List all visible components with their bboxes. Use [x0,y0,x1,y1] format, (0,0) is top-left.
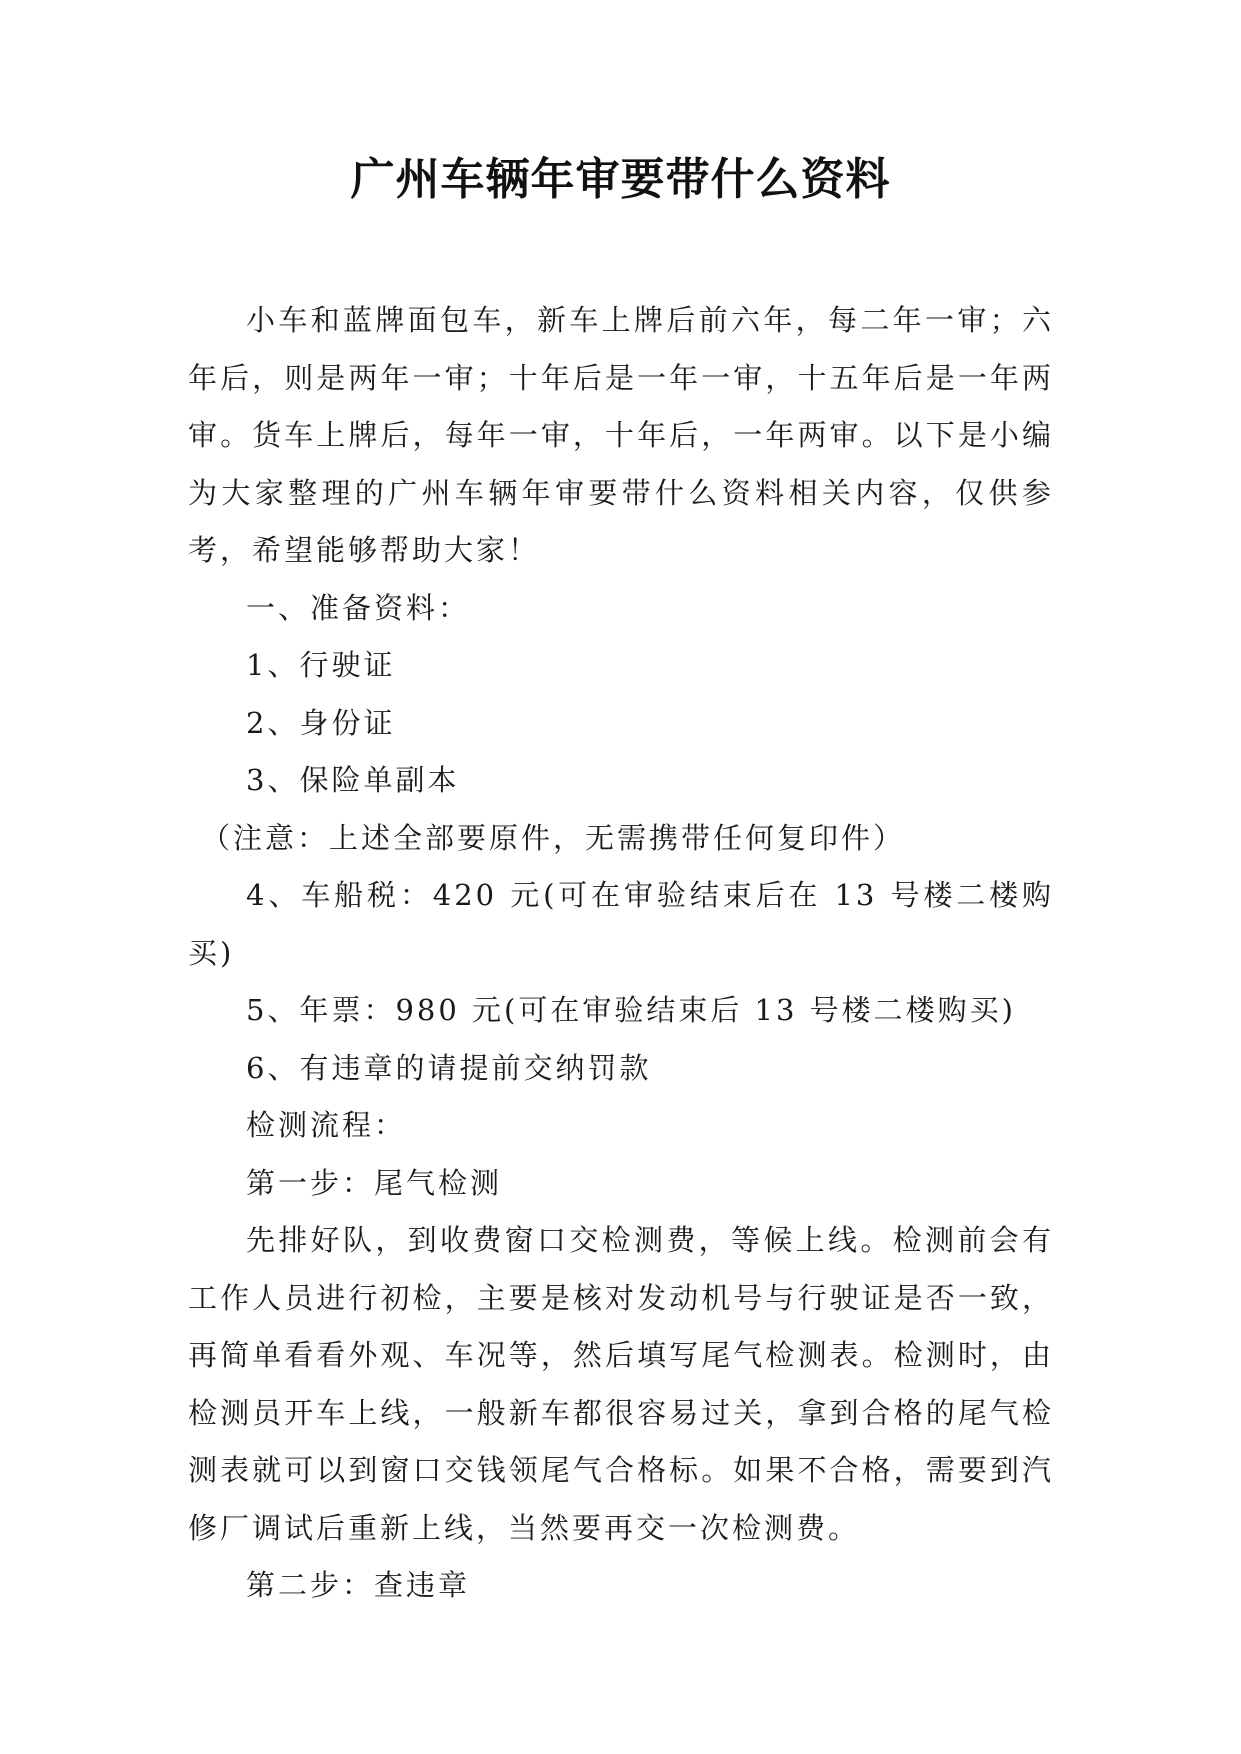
step-heading-2: 第二步：查违章 [246,1568,471,1602]
document-title: 广州车辆年审要带什么资料 [350,154,891,205]
section-heading-prepare: 一、准备资料： [246,590,471,625]
list-item-insurance: 3、保险单副本 [246,763,460,797]
section-heading-process: 检测流程： [246,1108,407,1142]
intro-paragraph: 小车和蓝牌面包车，新车上牌后前六年，每二年一审；六年后，则是两年一审；十年后是一年一审，十五年后是一年两审。货车上牌后，每年一审，十年后，一年两审。以下是小编为大家整理的广州车辆年审要带什么资料相关内容，仅供参考，希望能够帮助大家！ [188,303,1054,567]
list-item-driving-license: 1、行驶证 [246,648,396,682]
document-body [188,292,1054,1615]
list-item-id-card: 2、身份证 [246,705,396,740]
list-item-violations: 6、有违章的请提前交纳罚款 [246,1050,652,1085]
list-item-annual-ticket: 5、年票：980 元(可在审验结束后 13 号楼二楼购买) [246,993,1016,1027]
step-1-paragraph: 先排好队，到收费窗口交检测费，等候上线。检测前会有工作人员进行初检，主要是核对发动机号与行驶证是否一致，再简单看看外观、车况等，然后填写尾气检测表。检测时，由检测员开车上线，一般新车都很容易过关，拿到合格的尾气检测表就可以到窗口交钱领尾气合格标。如果不合格，需要到汽修厂调试后重新上线，当然要再交一次检测费。 [188,1223,1054,1545]
note-paragraph: （注意：上述全部要原件，无需携带任何复印件） [201,820,906,855]
list-item-vehicle-tax: 4、车船税：420 元(可在审验结束后在 13 号楼二楼购买) [188,878,1054,970]
step-heading-1: 第一步：尾气检测 [246,1165,503,1200]
